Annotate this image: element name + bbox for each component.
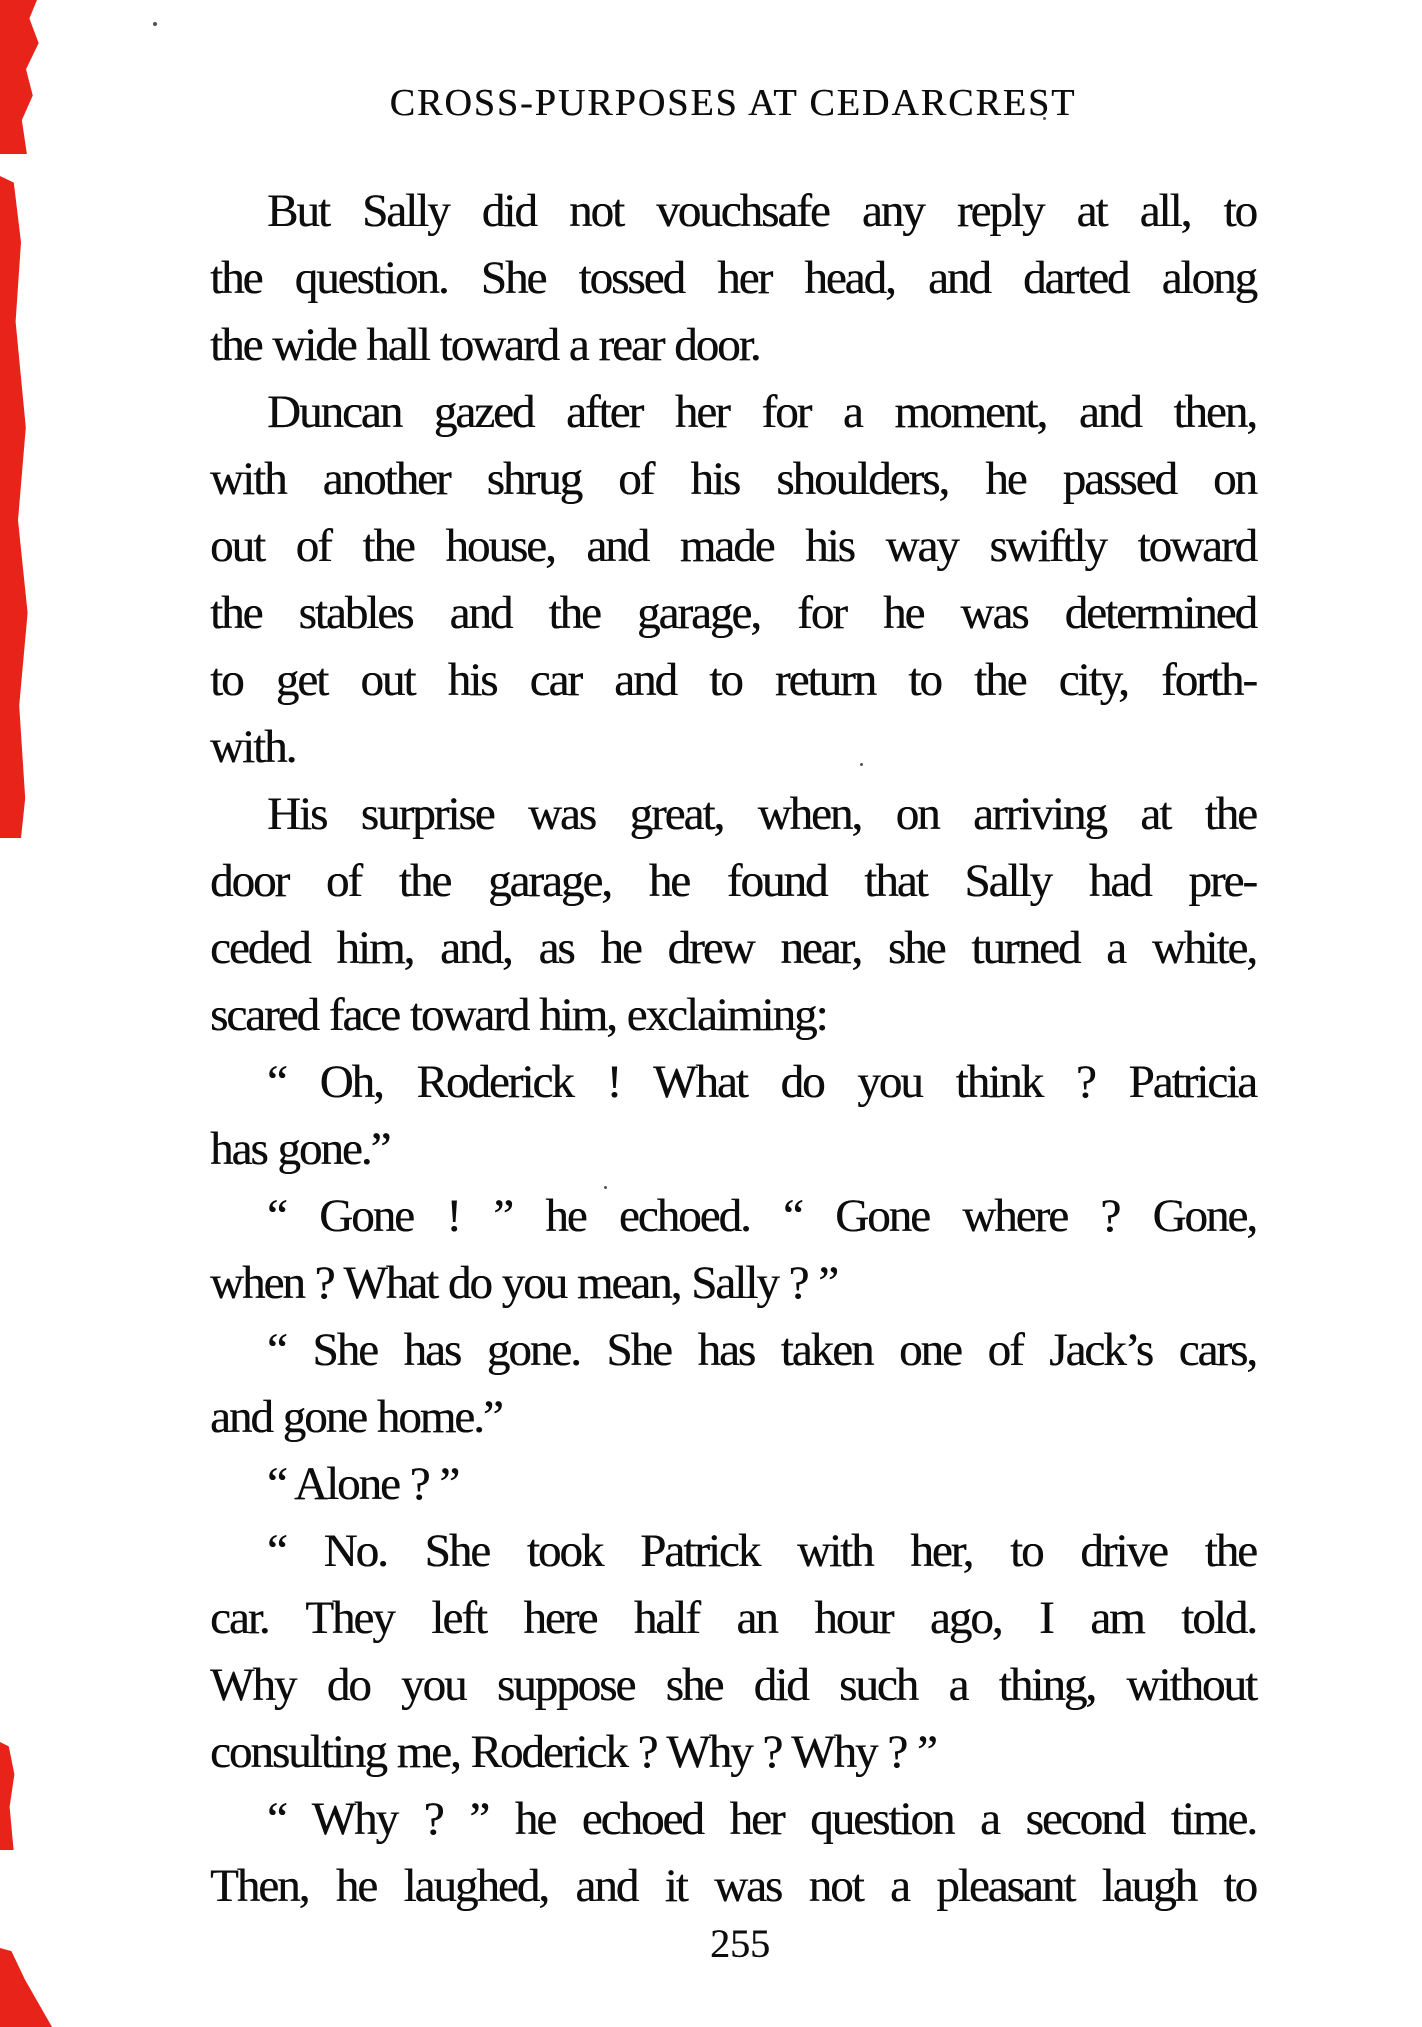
- paragraph: [210, 178, 1256, 379]
- text-line: “ Gone ! ” he echoed. “ Gone where ? Gone,: [267, 1190, 1256, 1242]
- paragraph: [210, 1518, 1256, 1786]
- text-line: ceded him, and, as he drew near, she turned a white,: [210, 922, 1256, 974]
- red-edge-stain-left-strip: [0, 176, 30, 838]
- paragraph: [210, 1183, 1256, 1317]
- running-head: CROSS-PURPOSES AT CEDARCREST: [389, 82, 1077, 124]
- paragraph: [210, 1451, 1256, 1518]
- red-edge-stain-top-left: [0, 0, 42, 154]
- text-line: when ? What do you mean, Sally ? ”: [210, 1257, 837, 1309]
- text-line: scared face toward him, exclaiming:: [210, 989, 827, 1041]
- text-line: the question. She tossed her head, and darted along: [210, 252, 1256, 304]
- text-line: Duncan gazed after her for a moment, and then,: [267, 386, 1256, 438]
- text-line: But Sally did not vouchsafe any reply at all, to: [267, 185, 1256, 237]
- text-line: “ No. She took Patrick with her, to drive the: [267, 1525, 1256, 1577]
- text-line: “ Oh, Roderick ! What do you think ? Patricia: [267, 1056, 1256, 1108]
- text-line: His surprise was great, when, on arriving at the: [267, 788, 1256, 840]
- red-edge-stain-bottom-corner: [0, 1948, 52, 2027]
- text-line: “ Alone ? ”: [267, 1458, 459, 1510]
- text-line: to get out his car and to return to the city, forth-: [210, 654, 1256, 706]
- text-line: consulting me, Roderick ? Why ? Why ? ”: [210, 1726, 936, 1778]
- red-edge-stain-bottom-left: [0, 1742, 16, 1850]
- text-line: door of the garage, he found that Sally had pre-: [210, 855, 1256, 907]
- text-line: “ Why ? ” he echoed her question a second time.: [267, 1793, 1256, 1845]
- page-text: [210, 178, 1256, 1920]
- paragraph: [210, 1786, 1256, 1920]
- text-line: the stables and the garage, for he was determined: [210, 587, 1256, 639]
- paragraph: [210, 781, 1256, 1049]
- text-line: Why do you suppose she did such a thing, without: [210, 1659, 1256, 1711]
- text-line: out of the house, and made his way swiftly toward: [210, 520, 1256, 572]
- text-line: the wide hall toward a rear door.: [210, 319, 760, 371]
- text-line: “ She has gone. She has taken one of Jack’s cars,: [267, 1324, 1256, 1376]
- ink-speck: [153, 22, 157, 26]
- text-line: with another shrug of his shoulders, he passed on: [210, 453, 1256, 505]
- text-line: and gone home.”: [210, 1391, 502, 1443]
- paragraph: [210, 379, 1256, 781]
- text-line: Then, he laughed, and it was not a pleasant laugh to: [210, 1860, 1256, 1912]
- page-number: 255: [710, 1921, 770, 1966]
- paragraph: [210, 1317, 1256, 1451]
- text-line: has gone.”: [210, 1123, 390, 1175]
- text-line: with.: [210, 721, 296, 773]
- text-line: car. They left here half an hour ago, I am told.: [210, 1592, 1256, 1644]
- paragraph: [210, 1049, 1256, 1183]
